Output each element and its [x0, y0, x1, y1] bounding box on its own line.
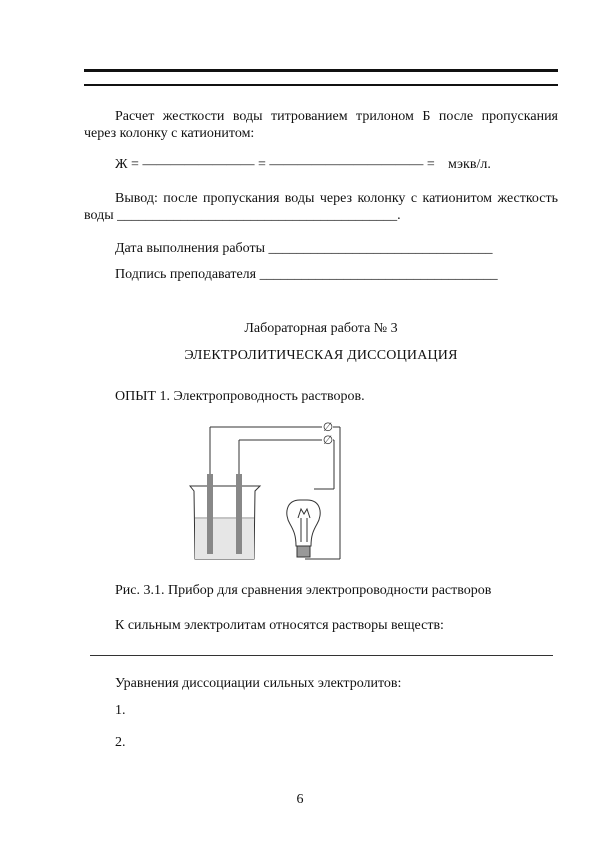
conductivity-apparatus-figure — [180, 414, 360, 564]
terminal-bottom-icon: ∅ — [322, 433, 334, 447]
date-line: Дата выполнения работы ________________________________ — [115, 241, 493, 256]
formula-unit: мэкв/л. — [448, 157, 491, 172]
signature-line: Подпись преподавателя __________________________________ — [115, 267, 498, 282]
equation-item-2: 2. — [115, 735, 126, 750]
lab-title: Лабораторная работа № 3 — [244, 321, 398, 336]
header-rule-thick — [84, 69, 558, 72]
solution — [195, 519, 254, 559]
lamp-bulb — [287, 500, 320, 546]
formula-expression: Ж = ———————— = ——————————— = — [115, 157, 435, 172]
electrode-left — [207, 474, 213, 554]
lamp-filament — [298, 509, 310, 518]
equations-heading: Уравнения диссоциации сильных электролитов: — [115, 676, 402, 691]
terminal-top-icon: ∅ — [322, 420, 334, 434]
electrode-right — [236, 474, 242, 554]
conclusion-text: Вывод: после пропускания воды через колонку с катионитом жесткость воды ________________________________________. — [84, 191, 558, 223]
header-rule-thin — [84, 84, 558, 86]
experiment-heading: ОПЫТ 1. Электропроводность растворов. — [115, 389, 365, 404]
lab-subtitle: ЭЛЕКТРОЛИТИЧЕСКАЯ ДИССОЦИАЦИЯ — [184, 348, 458, 363]
figure-caption: Рис. 3.1. Прибор для сравнения электропроводности растворов — [115, 583, 492, 598]
equation-item-1: 1. — [115, 703, 126, 718]
answer-line — [90, 655, 553, 656]
page-number: 6 — [296, 792, 304, 807]
lamp-socket — [297, 546, 310, 557]
calc-paragraph: Расчет жесткости воды титрованием трилоном Б после пропускания через колонку с катионитом: — [84, 109, 558, 141]
strong-electrolytes-prompt: К сильным электролитам относятся растворы веществ: — [115, 618, 444, 633]
